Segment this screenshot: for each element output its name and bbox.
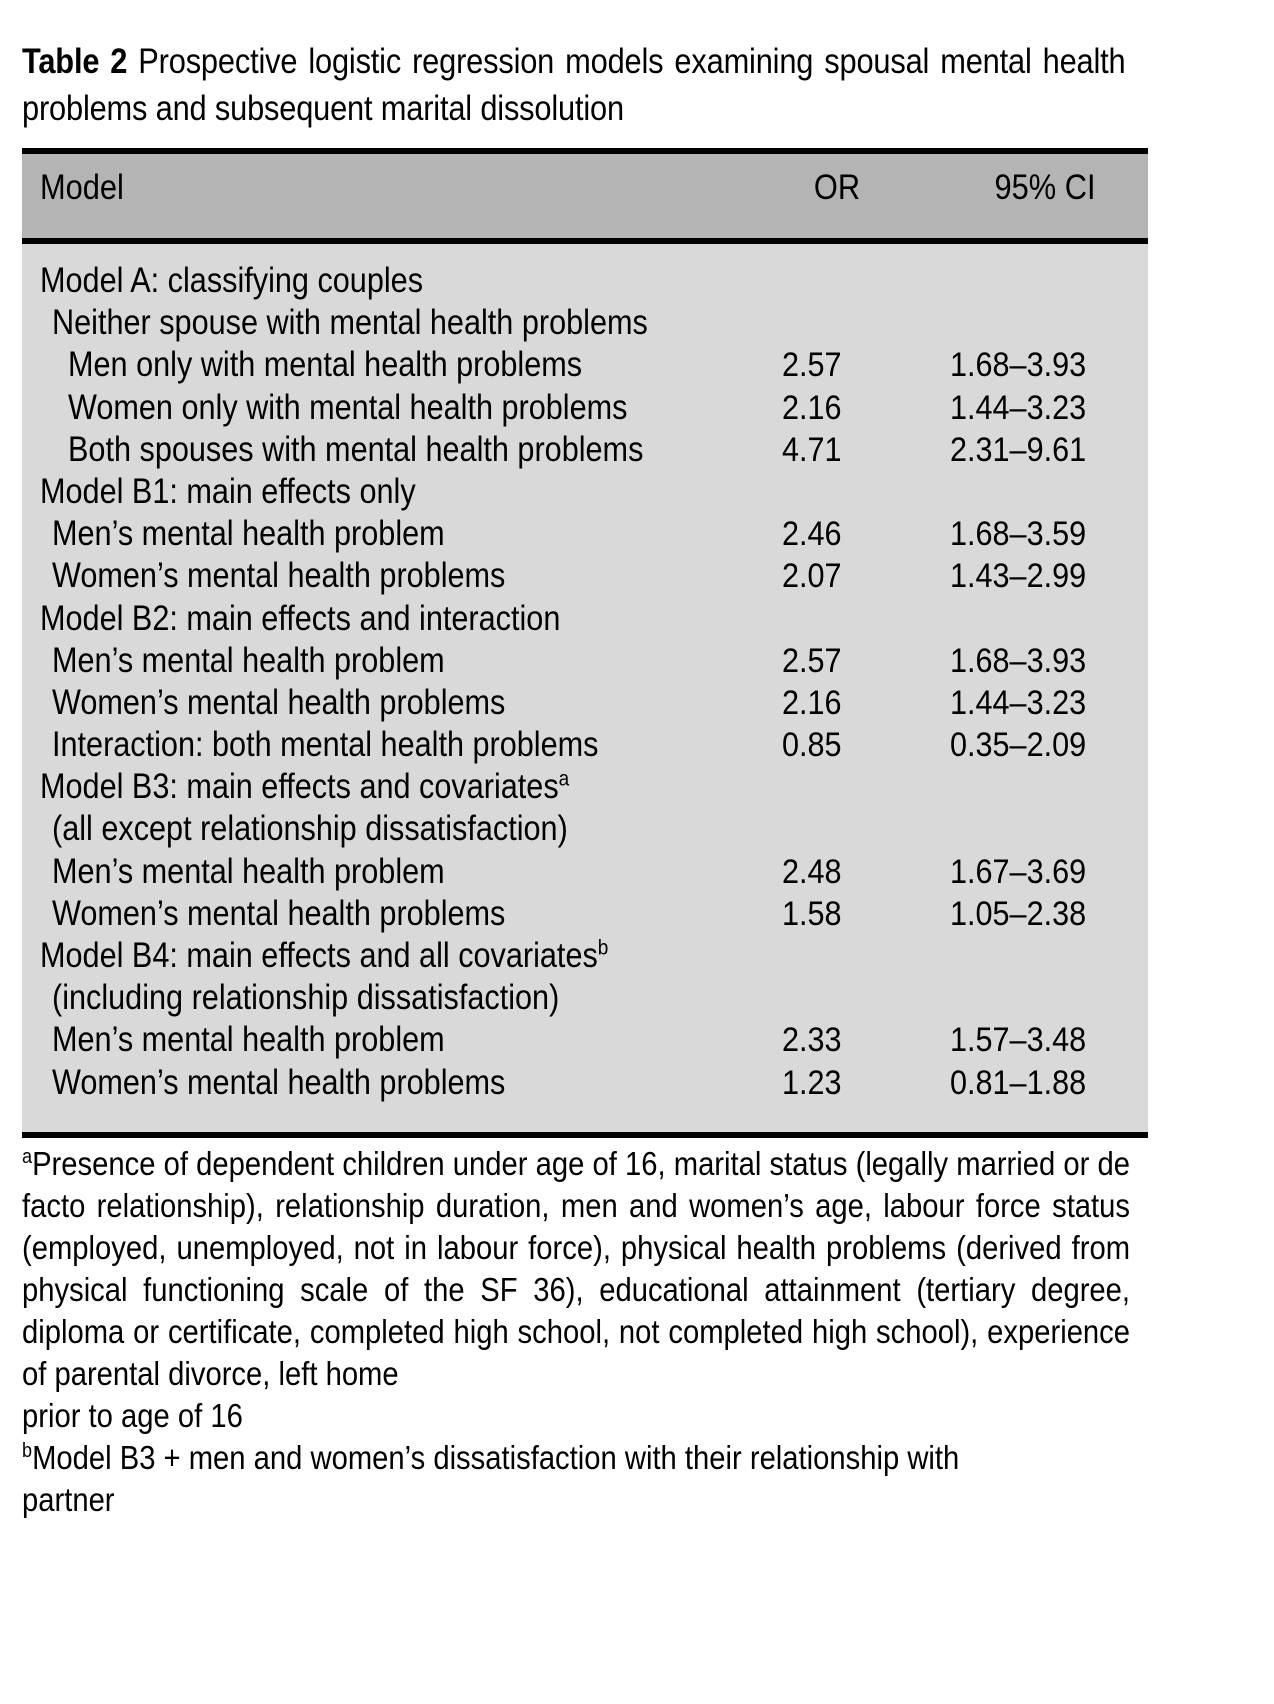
footnote bbox=[22, 1437, 1130, 1521]
column-header-model: Model bbox=[40, 168, 124, 207]
table-header-row bbox=[22, 154, 1148, 238]
table-row bbox=[22, 344, 1148, 386]
footnote-marker: a bbox=[558, 765, 570, 791]
row-label: (including relationship dissatisfaction) bbox=[52, 978, 560, 1018]
row-ci-value: 1.44–3.23 bbox=[950, 683, 1087, 722]
footnote-text: Presence of dependent children under age of 16, marital status (legally married or de facto relationship), relationship duration, men and women’s age, labour force status (employed, unemployed, not in labour force), physical health problems (derived from physical functioning scale of the SF 36), educational attainment (tertiary degree, diploma or certificate, completed high school, not completed high school), experience of parental divorce, left home bbox=[22, 1145, 1131, 1392]
footnote-marker: a bbox=[22, 1145, 33, 1168]
footnote-marker: b bbox=[597, 934, 609, 960]
row-ci-value: 1.68–3.59 bbox=[950, 515, 1087, 554]
table-row bbox=[22, 555, 1148, 597]
row-label: Both spouses with mental health problems bbox=[68, 429, 644, 469]
row-label: Men’s mental health problem bbox=[52, 1020, 445, 1060]
row-or-value: 2.46 bbox=[782, 515, 842, 554]
row-ci-value: 1.43–2.99 bbox=[950, 557, 1087, 596]
row-or-value: 2.57 bbox=[782, 641, 842, 680]
table-row bbox=[22, 513, 1148, 555]
table-row bbox=[22, 598, 1148, 640]
row-label: Women’s mental health problems bbox=[52, 1062, 506, 1102]
footnote-text-tail: partner bbox=[22, 1481, 115, 1518]
table-row bbox=[22, 302, 1148, 344]
row-label: Men only with mental health problems bbox=[68, 345, 583, 385]
table-body bbox=[22, 244, 1148, 1132]
row-or-value: 1.58 bbox=[782, 894, 842, 933]
table-row bbox=[22, 935, 1148, 977]
row-label: Interaction: both mental health problems bbox=[52, 725, 599, 765]
row-or-value: 2.16 bbox=[782, 683, 842, 722]
table-row bbox=[22, 471, 1148, 513]
results-table bbox=[22, 148, 1148, 1138]
footnote-marker: b bbox=[22, 1439, 33, 1462]
column-header-ci: 95% CI bbox=[994, 168, 1096, 207]
row-label: Neither spouse with mental health problems bbox=[52, 303, 648, 343]
footnote-text-tail: prior to age of 16 bbox=[22, 1397, 243, 1434]
row-label: Model A: classifying couples bbox=[40, 261, 424, 300]
footnote-text: Model B3 + men and women’s dissatisfaction with their relationship with bbox=[32, 1439, 960, 1476]
row-label: Men’s mental health problem bbox=[52, 640, 445, 680]
row-or-value: 1.23 bbox=[782, 1063, 842, 1102]
row-label: Model B1: main effects only bbox=[40, 471, 416, 511]
row-or-value: 2.16 bbox=[782, 388, 842, 427]
footnote bbox=[22, 1143, 1130, 1437]
row-label: Women only with mental health problems bbox=[68, 387, 628, 427]
table-caption bbox=[22, 38, 1126, 132]
table-row bbox=[22, 724, 1148, 766]
row-or-value: 2.57 bbox=[782, 346, 842, 385]
row-label: Men’s mental health problem bbox=[52, 851, 445, 891]
column-header-or: OR bbox=[813, 168, 861, 207]
table-bottom-rule bbox=[22, 1132, 1148, 1138]
table-row bbox=[22, 387, 1148, 429]
table-row bbox=[22, 977, 1148, 1019]
row-label: Men’s mental health problem bbox=[52, 514, 445, 554]
row-label: Model B3: main effects and covariates$^a$ bbox=[40, 765, 570, 807]
row-ci-value: 0.35–2.09 bbox=[950, 726, 1087, 765]
row-ci-value: 2.31–9.61 bbox=[950, 430, 1087, 469]
table-row bbox=[22, 851, 1148, 893]
row-ci-value: 1.68–3.93 bbox=[950, 346, 1087, 385]
row-or-value: 2.33 bbox=[782, 1021, 842, 1060]
table-row bbox=[22, 640, 1148, 682]
row-ci-value: 0.81–1.88 bbox=[950, 1063, 1087, 1102]
row-ci-value: 1.05–2.38 bbox=[950, 894, 1087, 933]
row-label: Women’s mental health problems bbox=[52, 893, 506, 933]
table-row bbox=[22, 808, 1148, 850]
row-label: Women’s mental health problems bbox=[52, 682, 506, 722]
row-ci-value: 1.68–3.93 bbox=[950, 641, 1087, 680]
row-label: Women’s mental health problems bbox=[52, 556, 506, 596]
table-row bbox=[22, 260, 1148, 302]
row-ci-value: 1.44–3.23 bbox=[950, 388, 1087, 427]
table-row bbox=[22, 1019, 1148, 1061]
table-row bbox=[22, 893, 1148, 935]
row-or-value: 2.48 bbox=[782, 852, 842, 891]
row-or-value: 2.07 bbox=[782, 557, 842, 596]
row-or-value: 0.85 bbox=[782, 726, 842, 765]
table-row bbox=[22, 1062, 1148, 1104]
row-label: Model B4: main effects and all covariates$^b$ bbox=[40, 934, 609, 975]
table-caption-text: Prospective logistic regression models examining spousal mental health problems and subsequent marital dissolution bbox=[22, 42, 1126, 128]
table-caption-label: Table 2 bbox=[22, 42, 128, 81]
table-row bbox=[22, 682, 1148, 724]
table-row bbox=[22, 766, 1148, 808]
row-or-value: 4.71 bbox=[782, 430, 842, 469]
table-row bbox=[22, 429, 1148, 471]
row-label: Model B2: main effects and interaction bbox=[40, 598, 561, 638]
row-label: (all except relationship dissatisfaction) bbox=[52, 809, 568, 849]
row-ci-value: 1.67–3.69 bbox=[950, 852, 1087, 891]
table-footnotes bbox=[22, 1143, 1130, 1521]
row-ci-value: 1.57–3.48 bbox=[950, 1021, 1087, 1060]
